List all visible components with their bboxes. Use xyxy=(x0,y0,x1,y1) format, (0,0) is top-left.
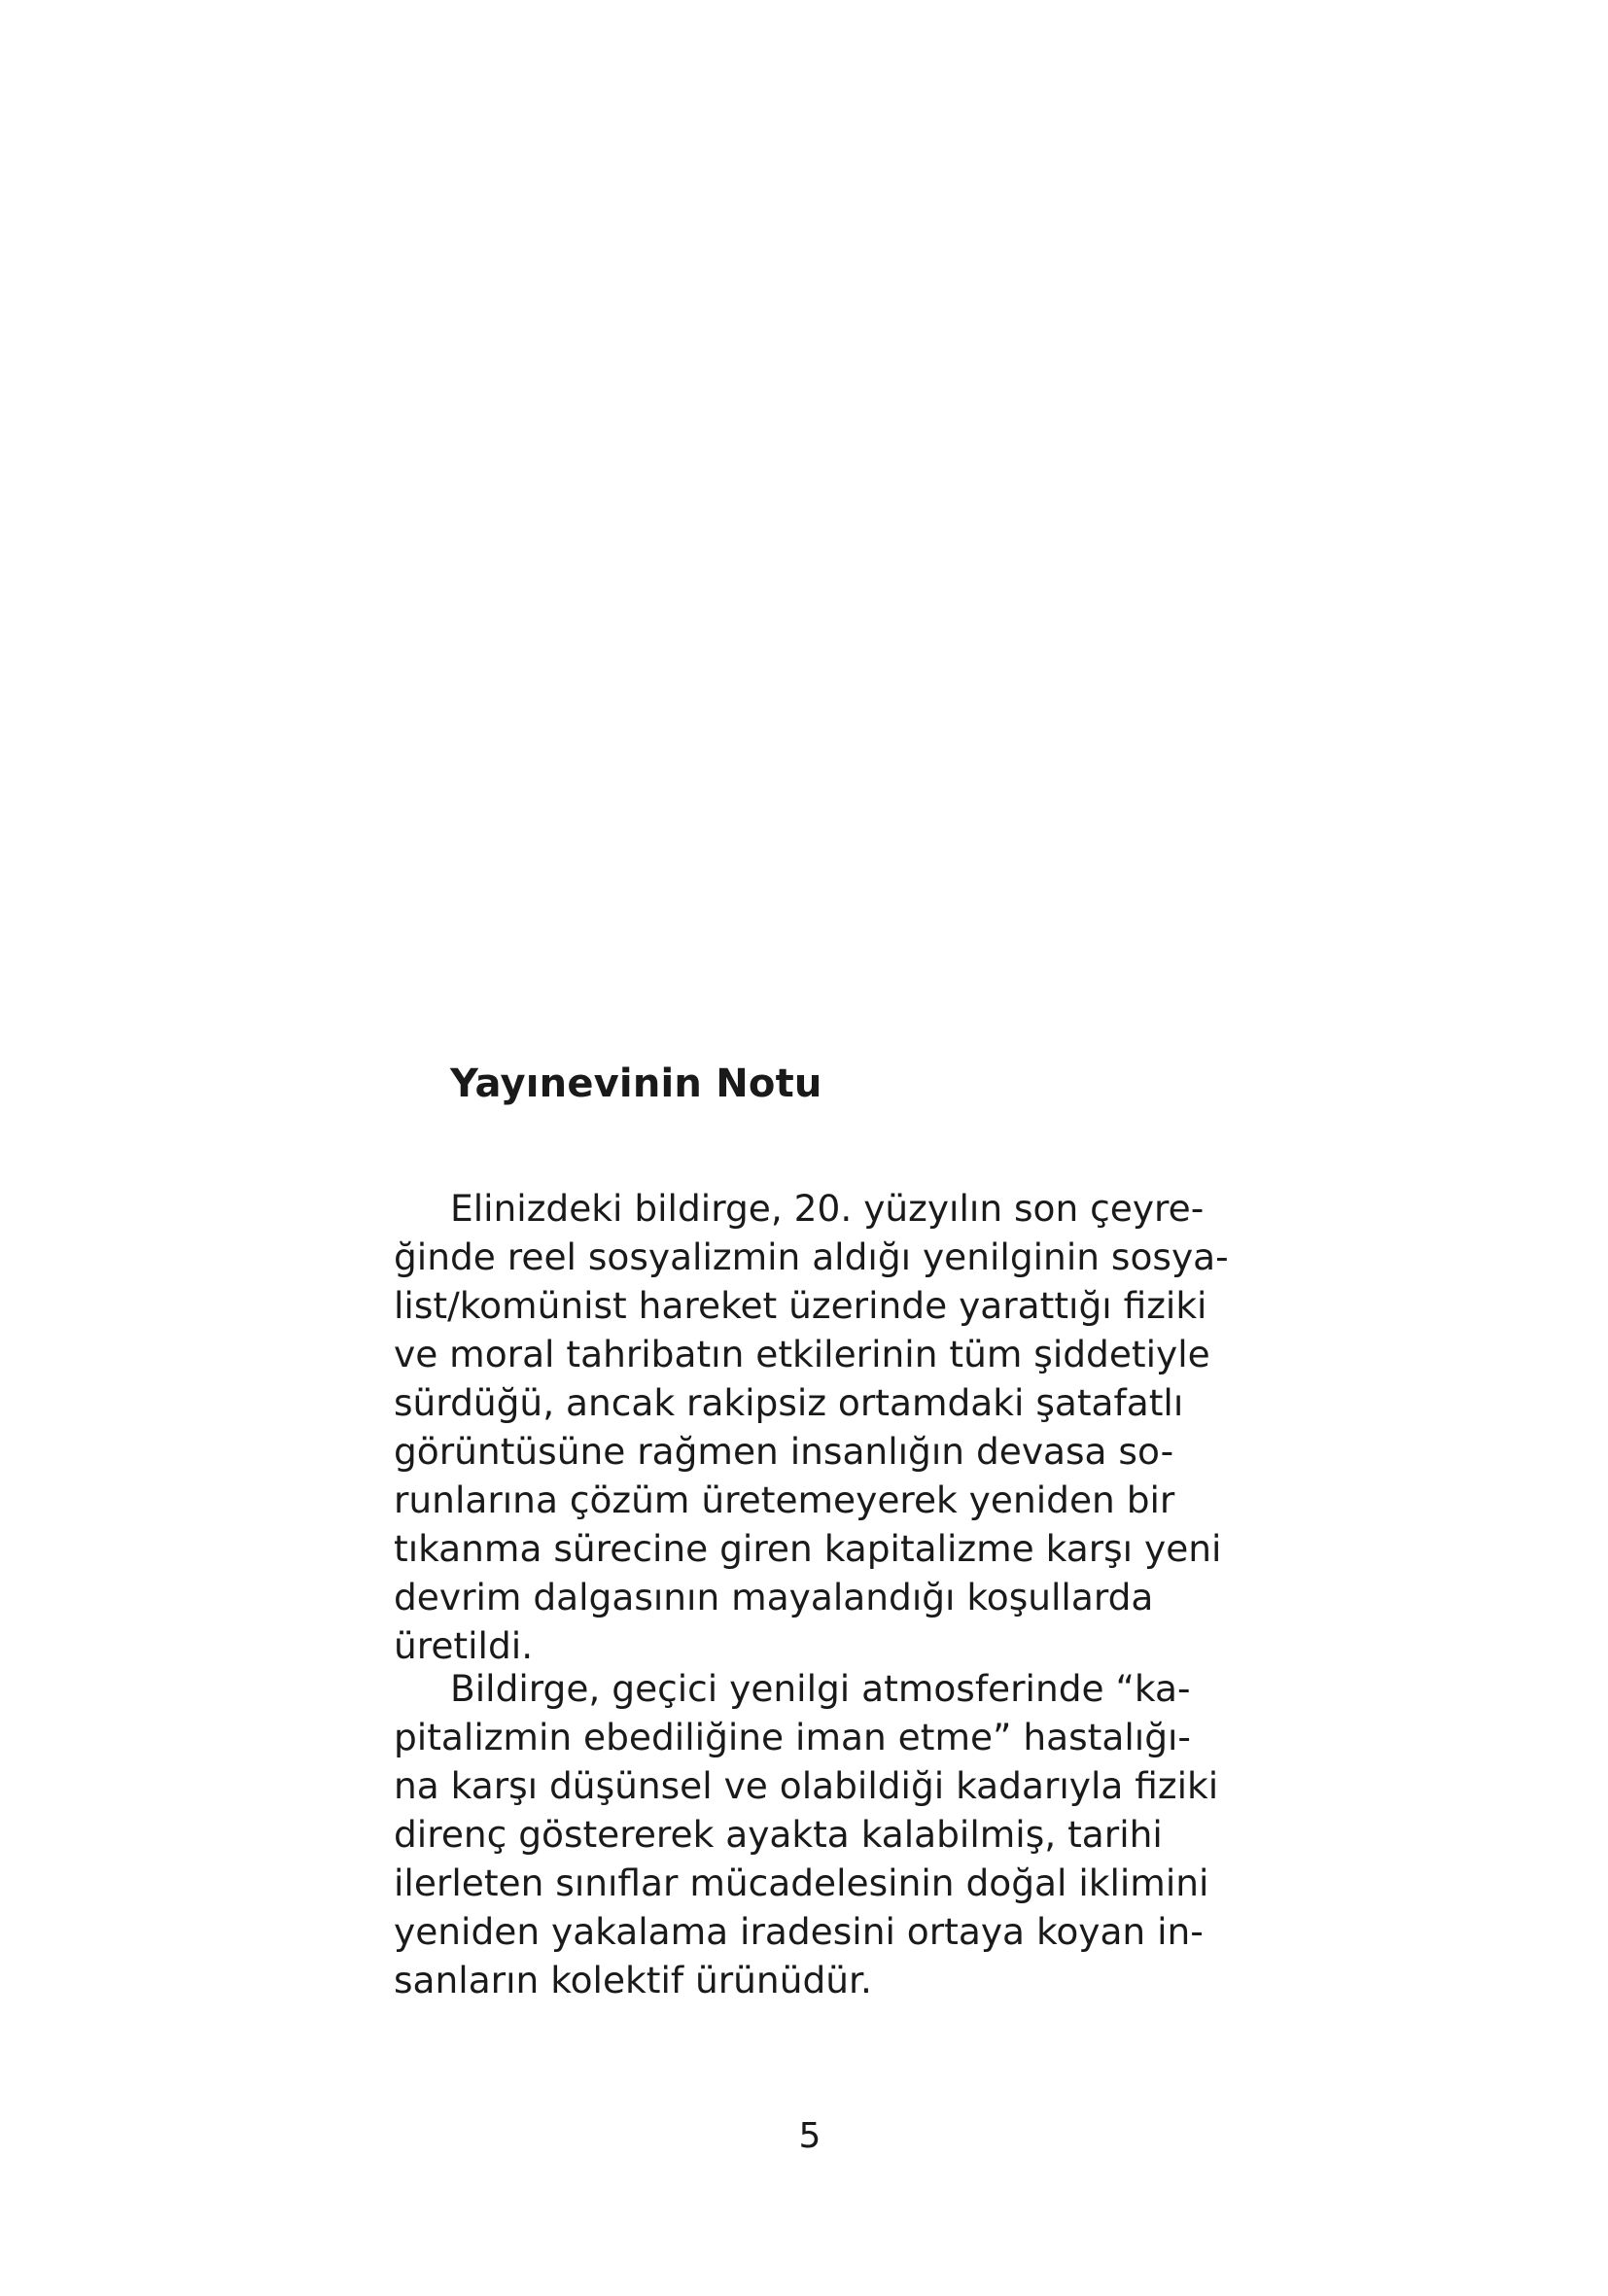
paragraph-line: pitalizmin ebediliğine iman etme” hastalığı- xyxy=(394,1716,1191,1758)
paragraph-line: devrim dalgasının mayalandığı koşullarda xyxy=(394,1576,1154,1618)
paragraph-line: tıkanma sürecine giren kapitalizme karşı yeni xyxy=(394,1527,1222,1570)
paragraph-line: sanların kolektif ürünüdür. xyxy=(394,1959,872,2001)
page-number-container xyxy=(0,2112,1608,2161)
paragraph-line: Elinizdeki bildirge, 20. yüzyılın son çeyre- xyxy=(450,1187,1205,1230)
paragraph-line: ve moral tahribatın etkilerinin tüm şiddetiyle xyxy=(394,1333,1210,1375)
paragraph-line: direnç göstererek ayakta kalabilmiş, tarihi xyxy=(394,1813,1163,1856)
paragraph-line: Bildirge, geçici yenilgi atmosferinde “ka- xyxy=(450,1667,1191,1710)
paragraph-line: runlarına çözüm üretemeyerek yeniden bir xyxy=(394,1478,1175,1521)
paragraph-line: görüntüsüne rağmen insanlığın devasa so- xyxy=(394,1430,1174,1473)
paragraph-line: ilerleten sınıflar mücadelesinin doğal iklimini xyxy=(394,1861,1209,1904)
paragraph-line: list/komünist hareket üzerinde yarattığı fiziki xyxy=(394,1284,1207,1327)
paragraph-line: sürdüğü, ancak rakipsiz ortamdaki şatafatlı xyxy=(394,1381,1184,1424)
paragraph-2 xyxy=(394,1664,1220,2004)
paragraph-line: ğinde reel sosyalizmin aldığı yenilginin sosya- xyxy=(394,1235,1229,1278)
page-number: 5 xyxy=(798,2116,821,2156)
paragraph-line: yeniden yakalama iradesini ortaya koyan in- xyxy=(394,1910,1204,1953)
paragraph-line: na karşı düşünsel ve olabildiği kadarıyla fiziki xyxy=(394,1764,1219,1807)
paragraph-1 xyxy=(394,1184,1229,1670)
page-title: Yayınevinin Notu xyxy=(450,1061,822,1106)
paragraph-line: üretildi. xyxy=(394,1624,534,1667)
